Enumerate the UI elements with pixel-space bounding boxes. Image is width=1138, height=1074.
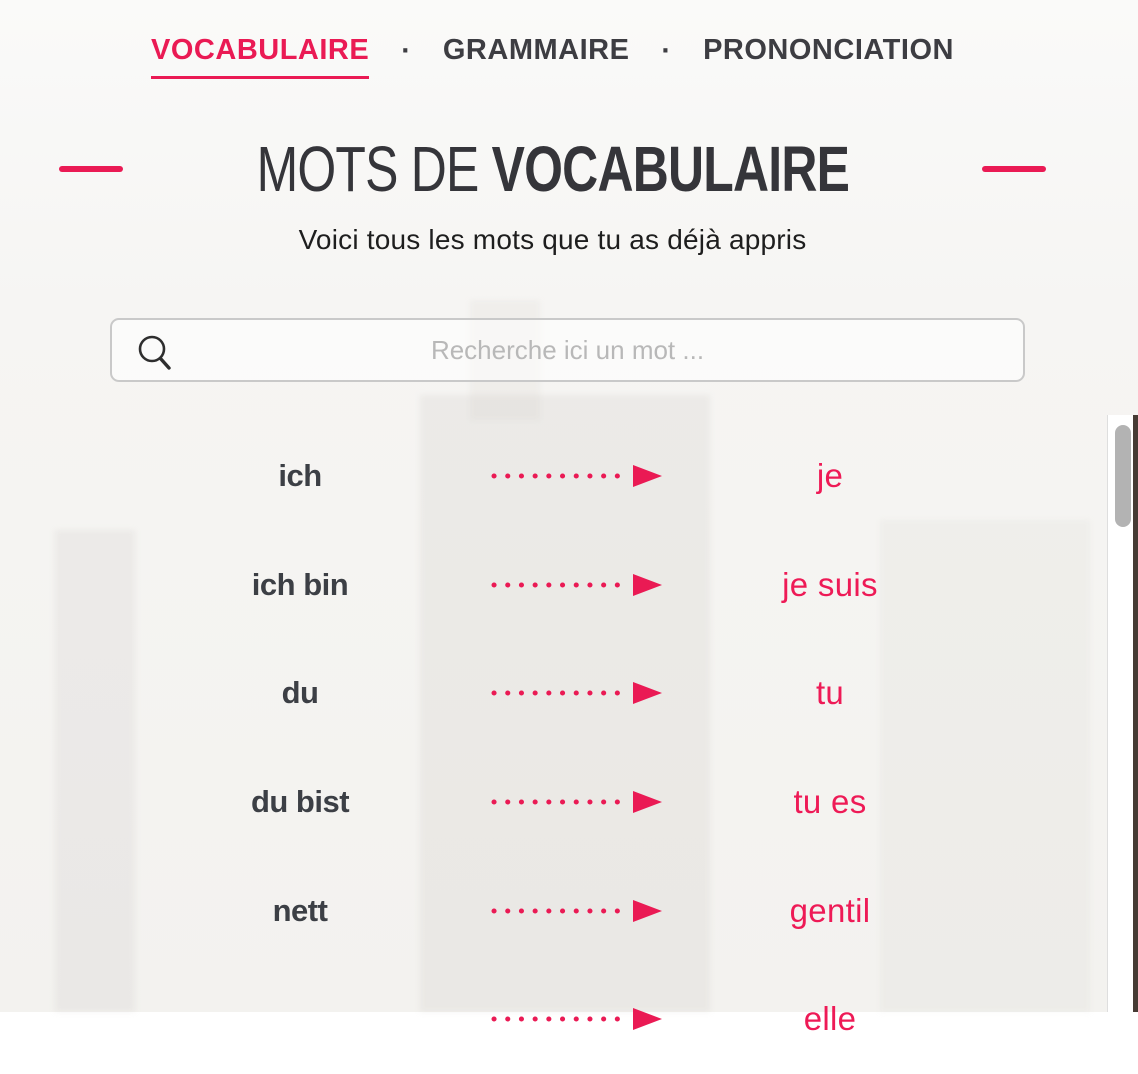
scrollbar-thumb[interactable] [1115,425,1131,527]
french-word: tu es [793,783,867,821]
nav-separator-dot: · [661,35,672,67]
arrow-cell [490,463,665,489]
page-title-row [0,132,1105,206]
title-dash-right [982,166,1046,172]
arrow-cell [490,898,665,924]
dotted-arrow-icon [490,463,665,489]
french-word: tu [815,674,845,712]
tab-vocabulaire[interactable]: VOCABULAIRE [151,34,369,79]
page-subtitle: Voici tous les mots que tu as déjà appris [298,224,807,255]
vocab-row [0,639,1105,748]
dotted-arrow-icon [490,789,665,815]
french-word: je [816,457,844,495]
vocab-row [0,748,1105,857]
vocab-row [0,531,1105,640]
german-word: nett [272,892,328,928]
dotted-arrow-icon [490,680,665,706]
search-input[interactable] [112,320,1023,380]
french-word: gentil [789,891,871,929]
german-word: ich [278,458,322,494]
tab-prononciation[interactable]: PRONONCIATION [703,34,954,66]
nav-separator-dot: · [401,35,411,67]
top-nav [0,34,1105,79]
window-edge-strip [1133,415,1138,1012]
scrollbar-track[interactable] [1107,415,1133,1012]
french-word: elle [803,1000,857,1038]
dotted-arrow-icon [490,572,665,598]
search-icon [136,334,174,372]
french-word: je suis [782,565,878,603]
page-title [256,132,849,206]
german-word: ich bin [251,566,349,602]
german-word: du bist [250,784,350,820]
search-box[interactable] [110,318,1025,382]
vocab-row [0,422,1105,531]
vocab-row [0,965,1105,1074]
arrow-cell [490,680,665,706]
german-word: du [281,675,319,711]
page-title-bold: VOCABULAIRE [491,133,849,205]
vocab-row [0,856,1105,965]
arrow-cell [490,1006,665,1032]
tab-grammaire[interactable]: GRAMMAIRE [442,34,630,66]
dotted-arrow-icon [490,898,665,924]
dotted-arrow-icon [490,1006,665,1032]
arrow-cell [490,572,665,598]
page-title-light: MOTS DE [256,133,492,205]
vocab-list[interactable] [0,415,1105,1038]
title-dash-left [59,166,123,172]
arrow-cell [490,789,665,815]
